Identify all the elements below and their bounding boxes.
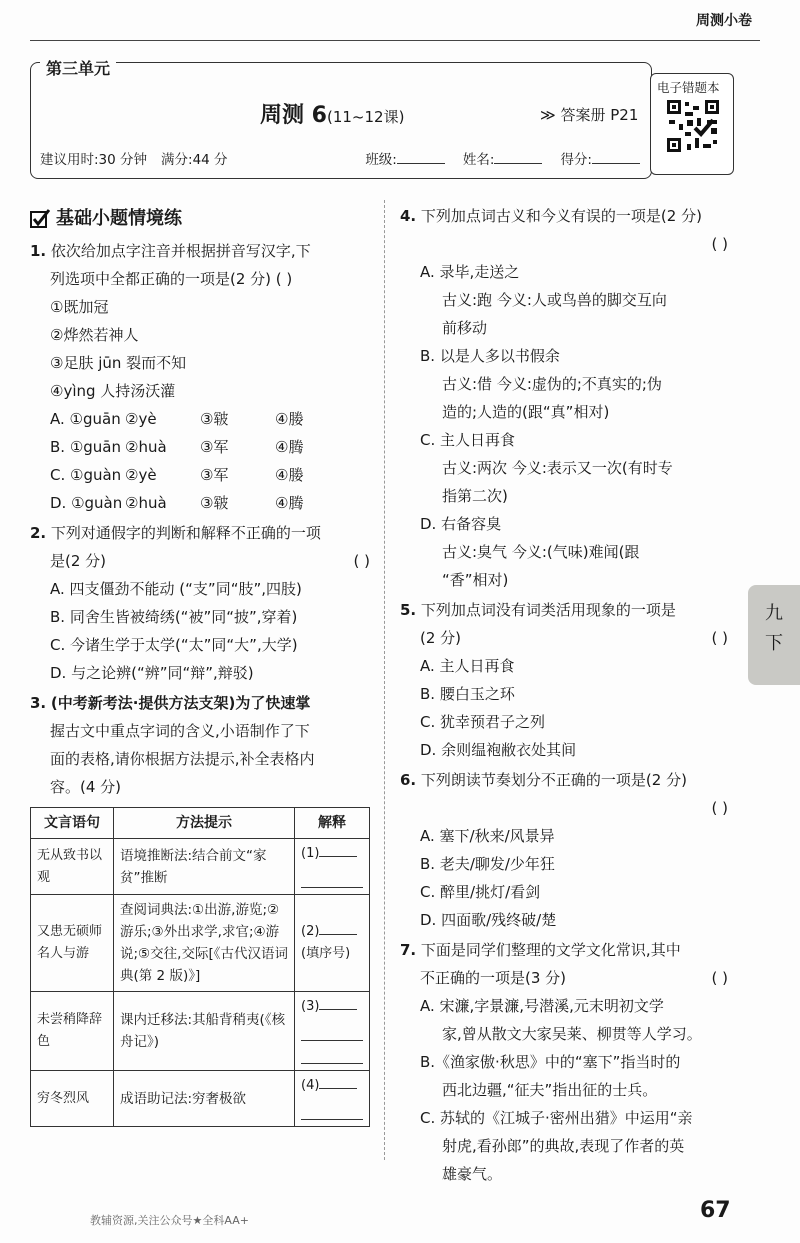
answer-cell[interactable]: (4)	[295, 1071, 370, 1127]
name-field[interactable]: 姓名:	[463, 148, 543, 168]
qr-code-icon	[665, 98, 721, 154]
question-2: 2. 下列对通假字的判断和解释不正确的一项 是(2 分) ( ) A. 四支僵劲不能动 (“支”同“肢”,四肢) B. 同舍生皆被绮绣(“被”同“披”,穿着) C. 今诸生学于太学(“太”同“大”,大学) D. 与之论辨(“辨”同“辩”,辩驳)	[30, 519, 380, 687]
table-row: 穷冬烈风 成语助记法:穷奢极欲 (4)	[31, 1071, 370, 1127]
table-row: 无从致书以观 语境推断法:结合前文“家贫”推断 (1)	[31, 839, 370, 895]
column-header: 文言语句	[31, 808, 114, 839]
qr-label: 电子错题本	[657, 80, 720, 95]
score-field[interactable]: 得分:	[560, 148, 640, 168]
option-c[interactable]: C. 苏轼的《江城子·密州出猎》中运用“亲	[420, 1109, 693, 1127]
option-d[interactable]: D. ①guàn ②huà ③皲 ④腾	[50, 494, 304, 512]
footer-text: 教辅资源,关注公众号★全科AA+	[90, 1214, 249, 1227]
title-text: 周测 6	[260, 103, 327, 128]
option-c[interactable]: C. 犹幸预君子之列	[420, 713, 546, 731]
checkbox-icon	[30, 209, 50, 229]
option-d[interactable]: D. 余则缊袍敝衣处其间	[420, 741, 577, 759]
answer-bracket[interactable]: ( )	[711, 629, 728, 647]
section-title: 基础小题情境练	[30, 205, 380, 233]
class-field[interactable]: 班级:	[365, 148, 445, 168]
table-row: 未尝稍降辞色 课内迁移法:其船背稍夷(《核舟记》) (3)	[31, 992, 370, 1071]
question-7: 7. 下面是同学们整理的文学文化常识,其中 不正确的一项是(3 分) ( ) A. 宋濂,字景濂,号潜溪,元末明初文学 家,曾从散文大家吴莱、柳贯等人学习。 B.《渔家傲·秋思》中的“塞下”指当时的 西北边疆,“征夫”指出征的士兵。 C. 苏轼的《江城子·密州出猎》中运用“亲 射虎,看孙郎”的典故,表现了作者的英 雄豪气。	[400, 936, 738, 1188]
option-b[interactable]: B.《渔家傲·秋思》中的“塞下”指当时的	[420, 1053, 681, 1071]
title-lessons: (11~12课)	[326, 108, 405, 126]
answer-cell[interactable]: (2) (填序号)	[295, 895, 370, 992]
left-column	[30, 205, 380, 1127]
score-total: 满分:44 分	[161, 152, 228, 168]
option-b[interactable]: B. 以是人多以书假余	[420, 347, 560, 365]
answer-cell[interactable]: (1)	[295, 839, 370, 895]
option-b[interactable]: B. 腰白玉之环	[420, 685, 515, 703]
question-3: 3. (中考新考法·提供方法支架)为了快速掌 握古文中重点字词的含义,小语制作了下 面的表格,请你根据方法提示,补全表格内 容。(4 分) 文言语句 方法提示 解释 无从致书以观 语境推断法:结合前文“家贫”推断 (1) 又患无硕师名人与游 查阅词典法:①出游,游览;②游乐;③外出求学,求官;④游说;⑤交往,交际[《古代汉语词典(第 2 版)》] (2) (填序号) 未尝稍降辞色 课内迁移法:其船背稍夷(《核舟记》) (3) 穷冬烈风 成语助记法:穷奢极欲 (4)	[30, 689, 380, 1127]
option-a[interactable]: A. 主人日再食	[420, 657, 515, 675]
answer-bracket[interactable]: ( )	[353, 552, 370, 570]
column-divider	[384, 200, 385, 1160]
answer-cell[interactable]: (3)	[295, 992, 370, 1071]
right-column	[400, 200, 738, 1188]
option-a[interactable]: A. ①guān ②yè ③皲 ④媵	[50, 410, 304, 428]
option-b[interactable]: B. ①guān ②huà ③军 ④腾	[50, 438, 304, 456]
option-b[interactable]: B. 老夫/聊发/少年狂	[420, 855, 555, 873]
option-a[interactable]: A. 塞下/秋来/风景异	[420, 827, 555, 845]
option-c[interactable]: C. 醉里/挑灯/看剑	[420, 883, 541, 901]
top-rule	[30, 40, 760, 41]
question-6: 6. 下列朗读节奏划分不正确的一项是(2 分) ( ) A. 塞下/秋来/风景异 B. 老夫/聊发/少年狂 C. 醉里/挑灯/看剑 D. 四面歌/残终破/楚	[400, 766, 738, 934]
option-d[interactable]: D. 四面歌/残终破/楚	[420, 911, 557, 929]
option-a[interactable]: A. 四支僵劲不能动 (“支”同“肢”,四肢)	[50, 580, 302, 598]
option-a[interactable]: A. 宋濂,字景濂,号潜溪,元末明初文学	[420, 997, 664, 1015]
answer-bracket[interactable]: ( )	[711, 969, 728, 987]
option-c[interactable]: C. 主人日再食	[420, 431, 516, 449]
double-chevron-icon: ≫	[540, 106, 561, 124]
grade-side-tab[interactable]: 九 下	[748, 585, 800, 685]
answer-bracket[interactable]: ( )	[711, 235, 728, 253]
page-number: 67	[700, 1198, 731, 1223]
option-c[interactable]: C. 今诸生学于太学(“太”同“大”,大学)	[50, 636, 298, 654]
table-header-row	[31, 808, 370, 839]
page-title	[260, 98, 404, 129]
answer-ref	[540, 104, 638, 125]
page-label: 周测小卷	[696, 13, 752, 29]
method-table	[30, 807, 370, 1127]
option-d[interactable]: D. 右备容臭	[420, 515, 502, 533]
answer-ref-text: 答案册 P21	[560, 106, 639, 124]
answer-bracket[interactable]: ( )	[711, 799, 728, 817]
table-row: 又患无硕师名人与游 查阅词典法:①出游,游览;②游乐;③外出求学,求官;④游说;⑤交往,交际[《古代汉语词典(第 2 版)》] (2) (填序号)	[31, 895, 370, 992]
list-item: ④yìng 人持汤沃灌	[50, 382, 176, 400]
list-item: ③足肤 jūn 裂而不知	[50, 354, 187, 372]
time-label: 建议用时:30 分钟	[40, 152, 148, 168]
question-4: 4. 下列加点词古义和今义有误的一项是(2 分) ( ) A. 录毕,走送之 古义:跑 今义:人或鸟兽的脚交互向 前移动 B. 以是人多以书假余 古义:借 今义:虚伪的;不真实的;伪 造的;人造的(跟“真”相对) C. 主人日再食 古义:两次 今义:表示又一次(有时专 指第二次) D. 右备容臭 古义:臭气 今义:(气味)难闻(跟 “香”相对)	[400, 202, 738, 594]
qr-box[interactable]	[650, 73, 734, 175]
meta-row	[40, 148, 640, 168]
question-1: 1. 依次给加点字注音并根据拼音写汉字,下 列选项中全都正确的一项是(2 分) ( ) ①既加冠 ②烨然若神人 ③足肤 jūn 裂而不知 ④yìng 人持汤沃灌 A. ①guān ②yè ③皲 ④媵 B. ①guān ②huà ③军 ④腾 C. ①guàn ②yè ③军 ④媵 D. ①guàn ②huà ③皲 ④腾	[30, 237, 380, 517]
column-header: 解释	[295, 808, 370, 839]
option-b[interactable]: B. 同舍生皆被绮绣(“被”同“披”,穿着)	[50, 608, 298, 626]
question-5: 5. 下列加点词没有词类活用现象的一项是 (2 分) ( ) A. 主人日再食 B. 腰白玉之环 C. 犹幸预君子之列 D. 余则缊袍敝衣处其间	[400, 596, 738, 764]
list-item: ②烨然若神人	[50, 326, 139, 344]
option-c[interactable]: C. ①guàn ②yè ③军 ④媵	[50, 466, 304, 484]
option-d[interactable]: D. 与之论辨(“辨”同“辩”,辩驳)	[50, 664, 254, 682]
option-a[interactable]: A. 录毕,走送之	[420, 263, 520, 281]
column-header: 方法提示	[114, 808, 295, 839]
list-item: ①既加冠	[50, 298, 109, 316]
unit-tag: 第三单元	[40, 56, 116, 79]
